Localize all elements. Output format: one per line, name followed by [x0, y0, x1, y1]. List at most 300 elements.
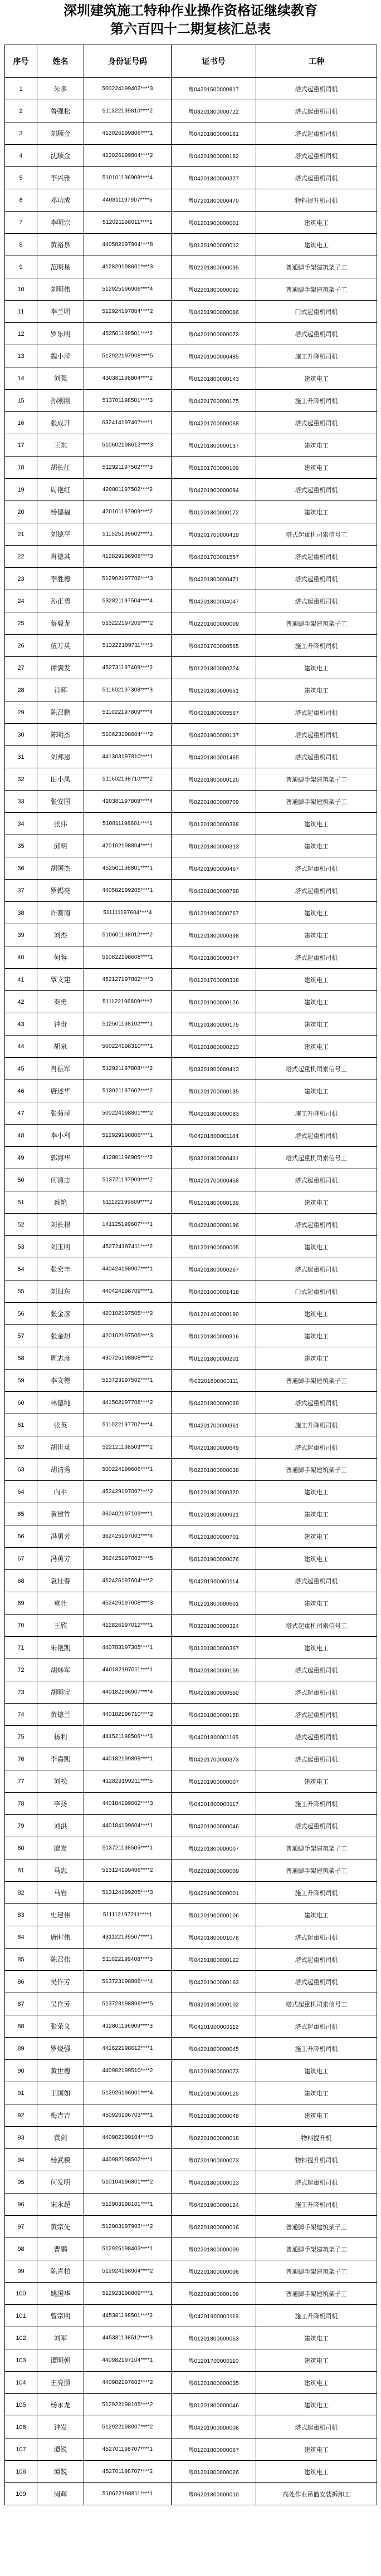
table-row — [5, 256, 377, 278]
table-row — [5, 1125, 377, 1147]
table-row — [5, 1370, 377, 1392]
cell-trade: 塔式起重机司索信号工 — [256, 1147, 377, 1169]
cell-no: 41 — [5, 969, 37, 991]
cell-trade: 施工升降机司机 — [256, 345, 377, 367]
cell-trade: 建筑电工 — [256, 902, 377, 924]
cell-id-number: 440982199104****3 — [84, 2127, 172, 2149]
cell-name: 肖振军 — [37, 1058, 84, 1080]
cell-name: 刘顺金 — [37, 122, 84, 145]
cell-trade: 普通脚手架建筑架子工 — [256, 278, 377, 301]
cell-no: 15 — [5, 390, 37, 412]
cell-no: 70 — [5, 1615, 37, 1637]
cell-trade: 塔式起重机司机 — [256, 412, 377, 434]
cell-id-number: 413026199806****1 — [84, 122, 172, 145]
cell-no: 34 — [5, 813, 37, 835]
cell-name: 孙正勇 — [37, 590, 84, 612]
cell-name: 范明星 — [37, 256, 84, 278]
cell-id-number: 511602197308****3 — [84, 679, 172, 701]
cell-certificate-number: 粤04201900000008 — [172, 2416, 256, 2438]
cell-id-number: 441622198612****1 — [84, 2038, 172, 2060]
table-row — [5, 924, 377, 946]
cell-trade: 建筑电工 — [256, 1481, 377, 1503]
table-row — [5, 278, 377, 301]
cell-name: 刘杰 — [37, 924, 84, 946]
cell-no: 24 — [5, 590, 37, 612]
cell-id-number: 511602198710****2 — [84, 768, 172, 791]
cell-no: 90 — [5, 2060, 37, 2082]
cell-certificate-number: 粤01201900000007 — [172, 1770, 256, 1793]
cell-name: 朱多 — [37, 78, 84, 100]
cell-id-number: 511022199408****3 — [84, 1949, 172, 1971]
cell-name: 何清志 — [37, 1169, 84, 1191]
cell-certificate-number: 粤01201700000109 — [172, 457, 256, 479]
cell-certificate-number: 粤01201800000651 — [172, 679, 256, 701]
cell-trade: 建筑电工 — [256, 1325, 377, 1347]
cell-no: 3 — [5, 122, 37, 145]
cell-name: 黄宗先 — [37, 2216, 84, 2238]
cell-id-number: 450926196703****1 — [84, 2104, 172, 2127]
table-row — [5, 2349, 377, 2372]
table-row — [5, 501, 377, 523]
cell-certificate-number: 粤03201800000431 — [172, 1147, 256, 1169]
cell-id-number: 512922198007****2 — [84, 2416, 172, 2438]
cell-no: 84 — [5, 1926, 37, 1949]
table-row — [5, 2171, 377, 2194]
cell-name: 蔡毅龙 — [37, 612, 84, 635]
cell-name: 张金坦 — [37, 1325, 84, 1347]
table-row — [5, 1770, 377, 1793]
table-row — [5, 1949, 377, 1971]
table-row — [5, 902, 377, 924]
cell-certificate-number: 粤04201900000124 — [172, 2194, 256, 2216]
cell-id-number: 512929198806****1 — [84, 1125, 172, 1147]
cell-trade: 建筑电工 — [256, 457, 377, 479]
table-row — [5, 2038, 377, 2060]
cell-trade: 塔式起重机司机 — [256, 479, 377, 501]
cell-no: 14 — [5, 367, 37, 390]
cell-name: 刘军 — [37, 2327, 84, 2349]
cell-trade: 塔式起重机司机 — [256, 1169, 377, 1191]
cell-no: 74 — [5, 1704, 37, 1726]
cell-certificate-number: 粤02201800000009 — [172, 2238, 256, 2260]
cell-no: 61 — [5, 1414, 37, 1436]
table-row — [5, 2082, 377, 2104]
cell-id-number: 412829199211****5 — [84, 1770, 172, 1793]
cell-certificate-number: 粤01201800000367 — [172, 1637, 256, 1659]
cell-id-number: 440982199510****2 — [84, 2060, 172, 2082]
cell-certificate-number: 粤01201400000190 — [172, 1303, 256, 1325]
cell-id-number: 500224199606****1 — [84, 1459, 172, 1481]
table-row — [5, 122, 377, 145]
cell-id-number: 420101197909****2 — [84, 501, 172, 523]
table-row — [5, 412, 377, 434]
cell-trade: 建筑电工 — [256, 1347, 377, 1370]
cell-name: 罗锡亮 — [37, 880, 84, 902]
cell-no: 105 — [5, 2394, 37, 2416]
cell-certificate-number: 粤01201800000213 — [172, 1036, 256, 1058]
cell-id-number: 445381198501****2 — [84, 2305, 172, 2327]
cell-trade: 施工升降机司机 — [256, 1102, 377, 1125]
cell-name: 肖晖 — [37, 679, 84, 701]
cell-id-number: 441502197708****2 — [84, 1392, 172, 1414]
cell-trade: 普通脚手架建筑架子工 — [256, 768, 377, 791]
cell-trade: 塔式起重机司机 — [256, 1748, 377, 1770]
cell-no: 23 — [5, 568, 37, 590]
cell-no: 99 — [5, 2260, 37, 2283]
table-row — [5, 969, 377, 991]
table-row — [5, 390, 377, 412]
cell-id-number: 452701198707****2 — [84, 2461, 172, 2483]
table-body — [5, 78, 377, 2505]
cell-trade: 建筑电工 — [256, 2082, 377, 2104]
cell-no: 85 — [5, 1949, 37, 1971]
cell-id-number: 440182197011****1 — [84, 1659, 172, 1681]
cell-trade: 物料提升机司机 — [256, 2149, 377, 2171]
cell-trade: 普通脚手架建筑架子工 — [256, 2283, 377, 2305]
cell-no: 75 — [5, 1726, 37, 1748]
cell-trade: 施工升降机司机 — [256, 635, 377, 657]
cell-id-number: 510622198811****1 — [84, 2483, 172, 2505]
cell-no: 17 — [5, 434, 37, 457]
cell-name: 刘长根 — [37, 1214, 84, 1236]
cell-id-number: 513701198501****3 — [84, 390, 172, 412]
header-certificate-number: 证书号 — [172, 45, 256, 78]
cell-name: 张宏丰 — [37, 1258, 84, 1280]
cell-certificate-number: 粤04201800000181 — [172, 122, 256, 145]
cell-trade: 建筑电工 — [256, 991, 377, 1013]
cell-name: 刘旧东 — [37, 1280, 84, 1303]
cell-name: 许赛南 — [37, 902, 84, 924]
cell-certificate-number: 粤03201800000413 — [172, 1058, 256, 1080]
cell-certificate-number: 粤04201800000013 — [172, 2171, 256, 2194]
cell-certificate-number: 粤04201900000073 — [172, 323, 256, 345]
table-row — [5, 212, 377, 234]
cell-certificate-number: 粤04201900000094 — [172, 479, 256, 501]
cell-no: 77 — [5, 1770, 37, 1793]
table-row — [5, 1392, 377, 1414]
cell-id-number: 362425197003****5 — [84, 1548, 172, 1570]
cell-id-number: 452501198501****2 — [84, 323, 172, 345]
cell-certificate-number: 粤01201800000701 — [172, 1525, 256, 1548]
table-row — [5, 1815, 377, 1837]
cell-certificate-number: 粤04201700000565 — [172, 635, 256, 657]
cell-id-number: 513124199406****2 — [84, 1859, 172, 1882]
cell-name: 曾宗明 — [37, 2305, 84, 2327]
cell-no: 101 — [5, 2305, 37, 2327]
cell-trade: 门式起重机司机 — [256, 301, 377, 323]
cell-name: 梅吉吉 — [37, 2104, 84, 2127]
cell-trade: 建筑电工 — [256, 2060, 377, 2082]
cell-trade: 建筑电工 — [256, 969, 377, 991]
cell-trade: 塔式起重机司索信号工 — [256, 1615, 377, 1637]
cell-trade: 塔式起重机司机 — [256, 1726, 377, 1748]
cell-name: 黄裕泉 — [37, 234, 84, 256]
cell-id-number: 420102197505****3 — [84, 1325, 172, 1347]
table-row — [5, 546, 377, 568]
cell-trade: 建筑电工 — [256, 1080, 377, 1102]
cell-no: 49 — [5, 1147, 37, 1169]
cell-no: 108 — [5, 2461, 37, 2483]
cell-name: 刘玉明 — [37, 1236, 84, 1258]
table-row — [5, 568, 377, 590]
cell-certificate-number: 粤04201700001557 — [172, 546, 256, 568]
cell-id-number: 512925196906****4 — [84, 278, 172, 301]
cell-id-number: 511111197604****4 — [84, 902, 172, 924]
cell-trade: 普通脚手架建筑架子工 — [256, 1370, 377, 1392]
cell-id-number: 440811197907****5 — [84, 189, 172, 212]
cell-no: 104 — [5, 2372, 37, 2394]
cell-id-number: 500224198310****1 — [84, 1036, 172, 1058]
cell-certificate-number: 粤01201800000313 — [172, 835, 256, 857]
cell-id-number: 510822198608****1 — [84, 946, 172, 969]
cell-certificate-number: 粤03201800000722 — [172, 100, 256, 122]
cell-name: 覃文建 — [37, 969, 84, 991]
cell-name: 刘洪 — [37, 1815, 84, 1837]
cell-no: 12 — [5, 323, 37, 345]
table-row — [5, 2238, 377, 2260]
cell-name: 谭锐 — [37, 2461, 84, 2483]
table-row — [5, 1659, 377, 1681]
cell-id-number: 500224199402****3 — [84, 78, 172, 100]
cell-id-number: 513124199205****3 — [84, 1882, 172, 1904]
table-row — [5, 1191, 377, 1214]
cell-no: 102 — [5, 2327, 37, 2349]
cell-certificate-number: 粤04201700000175 — [172, 390, 256, 412]
cell-no: 19 — [5, 479, 37, 501]
cell-name: 李文德 — [37, 1370, 84, 1392]
cell-no: 98 — [5, 2238, 37, 2260]
table-row — [5, 1615, 377, 1637]
cell-certificate-number: 粤04201800000471 — [172, 568, 256, 590]
table-row — [5, 857, 377, 880]
cell-trade: 塔式起重机司机 — [256, 1570, 377, 1592]
table-row — [5, 1325, 377, 1347]
cell-trade: 普通脚手架建筑架子工 — [256, 2238, 377, 2260]
title-line-1: 深圳建筑施工特种作业操作资格证继续教育 — [63, 4, 318, 18]
cell-certificate-number: 粤04201900000119 — [172, 2305, 256, 2327]
table-row — [5, 813, 377, 835]
cell-name: 何发明 — [37, 2171, 84, 2194]
cell-certificate-number: 粤01201800000224 — [172, 657, 256, 679]
cell-certificate-number: 粤02201800000111 — [172, 1370, 256, 1392]
cell-id-number: 440182199809****1 — [84, 1748, 172, 1770]
cell-trade: 施工升降机司机 — [256, 390, 377, 412]
cell-name: 钟贵 — [37, 1013, 84, 1036]
cell-certificate-number: 粤04201800000327 — [172, 167, 256, 189]
cell-name: 史建伟 — [37, 1904, 84, 1926]
cell-name: 肖德其 — [37, 546, 84, 568]
cell-certificate-number: 粤04201900000137 — [172, 724, 256, 746]
cell-certificate-number: 粤01201900000106 — [172, 1904, 256, 1926]
header-trade: 工种 — [256, 45, 377, 78]
cell-trade: 塔式起重机司机 — [256, 746, 377, 768]
table-row — [5, 1971, 377, 1993]
cell-certificate-number: 粤04201800000267 — [172, 1258, 256, 1280]
cell-certificate-number: 粤04201900000467 — [172, 857, 256, 880]
cell-certificate-number: 粤01201800000137 — [172, 434, 256, 457]
cell-no: 27 — [5, 657, 37, 679]
cell-name: 谭满发 — [37, 657, 84, 679]
cell-name: 王东 — [37, 434, 84, 457]
cell-id-number: 510101196908****4 — [84, 167, 172, 189]
cell-no: 56 — [5, 1303, 37, 1325]
cell-trade: 普通脚手架建筑架子工 — [256, 256, 377, 278]
cell-certificate-number: 粤01201900000076 — [172, 1548, 256, 1570]
cell-name: 朱艳凯 — [37, 1637, 84, 1659]
cell-id-number: 512924198904****2 — [84, 2260, 172, 2283]
cell-trade: 建筑电工 — [256, 813, 377, 835]
cell-no: 39 — [5, 924, 37, 946]
cell-id-number: 412829196908****3 — [84, 546, 172, 568]
cell-no: 53 — [5, 1236, 37, 1258]
cell-trade: 建筑电工 — [256, 1303, 377, 1325]
table-row — [5, 1414, 377, 1436]
cell-no: 64 — [5, 1481, 37, 1503]
cell-trade: 塔式起重机司索信号工 — [256, 1993, 377, 2015]
cell-no: 11 — [5, 301, 37, 323]
cell-id-number: 430725198808****2 — [84, 1347, 172, 1370]
cell-trade: 施工升降机司机 — [256, 2305, 377, 2327]
cell-certificate-number: 粤01201800000316 — [172, 1325, 256, 1347]
cell-certificate-number: 粤04201700000361 — [172, 1414, 256, 1436]
cell-certificate-number: 粤01201700000110 — [172, 2349, 256, 2372]
cell-name: 李兰明 — [37, 301, 84, 323]
cell-name: 冯勇芳 — [37, 1525, 84, 1548]
cell-id-number: 452127197802****3 — [84, 969, 172, 991]
cell-certificate-number: 粤04201800000560 — [172, 1681, 256, 1704]
cell-trade: 建筑电工 — [256, 501, 377, 523]
cell-trade: 建筑电工 — [256, 2372, 377, 2394]
cell-name: 黄建竹 — [37, 1503, 84, 1525]
table-row — [5, 635, 377, 657]
table-row — [5, 612, 377, 635]
cell-certificate-number: 粤03201800000102 — [172, 1993, 256, 2015]
cell-certificate-number: 粤03201700000419 — [172, 523, 256, 546]
cell-trade: 建筑电工 — [256, 1013, 377, 1036]
cell-trade: 普通脚手架建筑架子工 — [256, 1859, 377, 1882]
cell-certificate-number: 粤04201800001465 — [172, 746, 256, 768]
cell-name: 姚国华 — [37, 2283, 84, 2305]
cell-trade: 塔式起重机司机 — [256, 1926, 377, 1949]
cell-id-number: 511525199602****1 — [84, 523, 172, 546]
cell-trade: 塔式起重机司机 — [256, 1815, 377, 1837]
table-row — [5, 2461, 377, 2483]
cell-certificate-number: 粤02201800000007 — [172, 1837, 256, 1859]
cell-id-number: 632414197407****1 — [84, 412, 172, 434]
cell-id-number: 413026199804****2 — [84, 145, 172, 167]
cell-name: 邓功成 — [37, 189, 84, 212]
cell-id-number: 420381197808****4 — [84, 791, 172, 813]
cell-id-number: 440582199205****1 — [84, 880, 172, 902]
cell-id-number: 412801196905****2 — [84, 1147, 172, 1169]
document-title — [4, 0, 377, 39]
cell-id-number: 440182196907****4 — [84, 1681, 172, 1704]
cell-name: 黄世德 — [37, 2060, 84, 2082]
table-row — [5, 1793, 377, 1815]
cell-trade: 物料提升机司机 — [256, 189, 377, 212]
cell-name: 胡泉 — [37, 1036, 84, 1058]
cell-certificate-number: 粤04201600001418 — [172, 1280, 256, 1303]
cell-no: 73 — [5, 1681, 37, 1704]
cell-trade: 塔式起重机司机 — [256, 100, 377, 122]
table-row — [5, 1859, 377, 1882]
cell-no: 4 — [5, 145, 37, 167]
cell-name: 李嘉凯 — [37, 1748, 84, 1770]
cell-no: 9 — [5, 256, 37, 278]
cell-certificate-number: 粤01201800000921 — [172, 1503, 256, 1525]
cell-trade: 建筑电工 — [256, 1770, 377, 1793]
cell-trade: 普通脚手架建筑架子工 — [256, 2216, 377, 2238]
table-row — [5, 1236, 377, 1258]
cell-trade: 建筑电工 — [256, 1637, 377, 1659]
cell-id-number: 513723197502****1 — [84, 1370, 172, 1392]
cell-no: 38 — [5, 902, 37, 924]
cell-name: 黄剑 — [37, 2127, 84, 2149]
cell-trade: 塔式起重机司机 — [256, 857, 377, 880]
cell-id-number: 512923198809****1 — [84, 2283, 172, 2305]
cell-no: 109 — [5, 2483, 37, 2505]
cell-name: 秦勇 — [37, 991, 84, 1013]
table-row — [5, 1169, 377, 1191]
cell-no: 59 — [5, 1370, 37, 1392]
cell-certificate-number: 粤04201800000196 — [172, 1214, 256, 1236]
cell-trade: 塔式起重机司机 — [256, 724, 377, 746]
cell-certificate-number: 粤01201800000046 — [172, 2394, 256, 2416]
cell-certificate-number: 粤04201900000112 — [172, 2015, 256, 2038]
cell-id-number: 420801197502****2 — [84, 479, 172, 501]
cell-id-number: 141125199607****1 — [84, 1214, 172, 1236]
cell-trade: 塔式起重机司机 — [256, 1681, 377, 1704]
cell-name: 张荣义 — [37, 2015, 84, 2038]
table-row — [5, 1102, 377, 1125]
cell-name: 邱明 — [37, 835, 84, 857]
cell-id-number: 452429197007****2 — [84, 1481, 172, 1503]
table-row — [5, 590, 377, 612]
cell-certificate-number: 粤01201800000172 — [172, 501, 256, 523]
table-row — [5, 323, 377, 345]
cell-certificate-number: 粤02201600000009 — [172, 612, 256, 635]
table-row — [5, 1347, 377, 1370]
table-row — [5, 746, 377, 768]
cell-trade: 塔式起重机司机 — [256, 701, 377, 724]
cell-certificate-number: 粤01201800000601 — [172, 1592, 256, 1615]
title-block — [4, 0, 377, 45]
table-row — [5, 1904, 377, 1926]
table-row — [5, 2438, 377, 2461]
cell-trade: 建筑电工 — [256, 1036, 377, 1058]
cell-certificate-number: 粤01201900000005 — [172, 1236, 256, 1258]
table-row — [5, 434, 377, 457]
title-line-2: 第六百四十二期复核汇总表 — [110, 22, 271, 37]
cell-name: 胡国杰 — [37, 857, 84, 880]
cell-certificate-number: 粤01201800000139 — [172, 1191, 256, 1214]
cell-no: 6 — [5, 189, 37, 212]
cell-certificate-number: 粤04201800000182 — [172, 145, 256, 167]
cell-no: 43 — [5, 1013, 37, 1036]
cell-no: 65 — [5, 1503, 37, 1525]
cell-name: 张金彦 — [37, 1303, 84, 1325]
cell-trade: 塔式起重机司机 — [256, 167, 377, 189]
cell-certificate-number: 粤02201800000006 — [172, 2260, 256, 2283]
cell-no: 29 — [5, 701, 37, 724]
cell-id-number: 512501198102****1 — [84, 1013, 172, 1036]
table-row — [5, 167, 377, 189]
cell-name: 何蓉 — [37, 946, 84, 969]
cell-certificate-number: 粤01201800000398 — [172, 924, 256, 946]
cell-certificate-number: 粤02201800000092 — [172, 278, 256, 301]
cell-trade: 塔式起重机司机 — [256, 1704, 377, 1726]
cell-no: 55 — [5, 1280, 37, 1303]
